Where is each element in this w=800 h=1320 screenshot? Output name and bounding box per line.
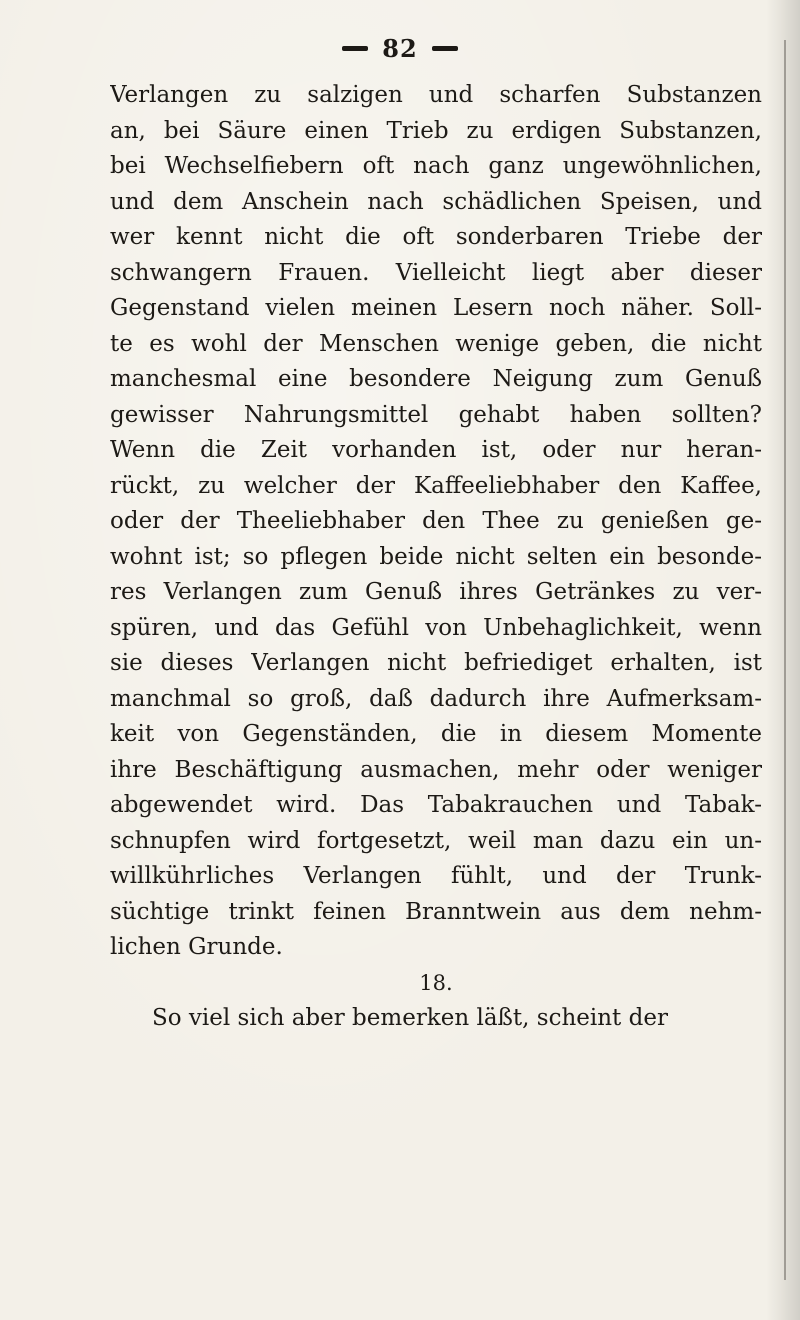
text-line: oder der Theeliebhaber den Thee zu genießen ge- xyxy=(110,508,762,534)
text-line: manchmal so groß, daß dadurch ihre Aufmerksam- xyxy=(110,685,762,712)
text-line: keit von Gegenständen, die in diesem Momente xyxy=(110,721,762,747)
text-line-new-paragraph: So viel sich aber bemerken läßt, scheint der xyxy=(152,1005,668,1031)
text-line: Wenn die Zeit vorhanden ist, oder nur heran- xyxy=(110,437,762,463)
text-line: ihre Beschäftigung ausmachen, mehr oder weniger xyxy=(110,756,762,783)
text-line: schwangern Frauen. Vielleicht liegt aber dieser xyxy=(110,259,762,286)
text-line: res Verlangen zum Genuß ihres Getränkes zu ver- xyxy=(110,579,762,605)
text-line: bei Wechselfiebern oft nach ganz ungewöhnlichen, xyxy=(110,153,762,179)
text-line: spüren, und das Gefühl von Unbehaglichkeit, wenn xyxy=(110,614,762,641)
text-line: süchtige trinkt feinen Branntwein aus dem nehm- xyxy=(110,898,762,925)
binding-shadow xyxy=(766,0,800,1320)
text-line: wer kennt nicht die oft sonderbaren Triebe der xyxy=(110,224,762,250)
text-line: Gegenstand vielen meinen Lesern noch näher. Soll- xyxy=(110,295,762,321)
page-header xyxy=(0,28,800,68)
text-line: rückt, zu welcher der Kaffeeliebhaber den Kaffee, xyxy=(110,472,762,499)
text-line: willkührliches Verlangen fühlt, und der Trunk- xyxy=(110,863,762,889)
text-line: manchesmal eine besondere Neigung zum Genuß xyxy=(110,366,762,392)
text-line: an, bei Säure einen Trieb zu erdigen Substanzen, xyxy=(110,117,762,144)
text-line: sie dieses Verlangen nicht befriediget erhalten, ist xyxy=(110,650,762,676)
text-line: schnupfen wird fortgesetzt, weil man dazu ein un- xyxy=(110,827,762,854)
section-number: 18. xyxy=(419,970,453,995)
text-line: und dem Anschein nach schädlichen Speisen, und xyxy=(110,188,762,215)
text-line: gewisser Nahrungsmittel gehabt haben sollten? xyxy=(110,401,762,428)
header-dash-right xyxy=(432,46,458,51)
text-line: wohnt ist; so pflegen beide nicht selten ein besonde- xyxy=(110,543,762,570)
text-line: abgewendet wird. Das Tabakrauchen und Tabak- xyxy=(110,792,762,818)
text-line-paragraph-end: lichen Grunde. xyxy=(110,934,283,960)
text-line: Verlangen zu salzigen und scharfen Substanzen xyxy=(110,82,762,108)
binding-edge xyxy=(784,40,786,1280)
page-number: 82 xyxy=(382,33,418,63)
header-dash-left xyxy=(342,46,368,51)
text-line: te es wohl der Menschen wenige geben, die nicht xyxy=(110,330,762,357)
body-text xyxy=(110,78,762,1037)
